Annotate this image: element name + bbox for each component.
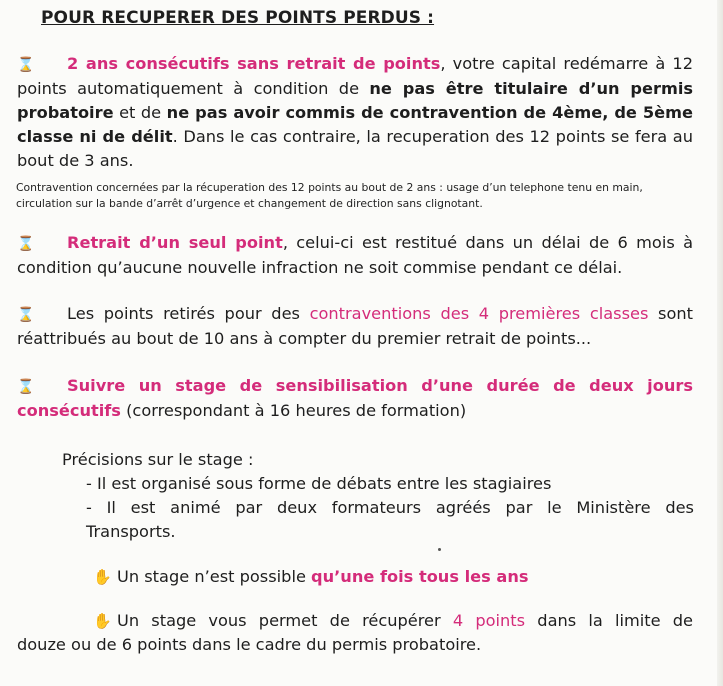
hourglass-icon: ⌛ — [17, 379, 35, 395]
s1-line4 — [17, 125, 693, 149]
hourglass-icon: ⌛ — [17, 307, 35, 323]
s2-line2: condition qu’aucune nouvelle infraction ne soit commise pendant ce délai. — [17, 258, 623, 277]
s4-emph2: consécutifs — [17, 401, 121, 420]
s3-text2: sont — [648, 304, 693, 323]
hand-icon: ✋ — [93, 612, 112, 630]
page-title: POUR RECUPERER DES POINTS PERDUS : — [41, 8, 435, 28]
note-line2: circulation sur la bande d’arrêt d’urgence et changement de direction sans clignotant. — [16, 197, 483, 210]
s2-text1: , celui-ci est restitué dans un délai de 6 mois à — [282, 233, 693, 252]
note-line1: Contravention concernées par la récuperation des 12 points au bout de 2 ans : usage d’un telephone tenu en main, — [16, 181, 643, 194]
precisions-heading: Précisions sur le stage : — [62, 450, 254, 469]
page-edge-shadow — [717, 0, 723, 686]
hand2-text1: Un stage vous permet de récupérer — [117, 611, 453, 630]
section-four-classes — [17, 302, 693, 351]
hand-note-2 — [17, 609, 693, 657]
speck — [438, 548, 441, 551]
s1-bold1: ne pas être titulaire d’un permis — [369, 79, 693, 98]
s4-line2 — [17, 399, 693, 423]
hourglass-icon: ⌛ — [17, 57, 35, 73]
precisions-item2a: - Il est animé par deux formateurs agréés par le Ministère des — [86, 498, 694, 517]
hand1-emph: qu’une fois tous les ans — [311, 567, 529, 586]
s1-bold4: classe ni de délit — [17, 127, 173, 146]
s2-emph: Retrait d’un seul point — [67, 233, 283, 252]
s4-text1: (correspondant à 16 heures de formation) — [120, 401, 467, 420]
section-stage — [17, 374, 693, 423]
precisions-block — [62, 448, 694, 544]
s1-bold3: ne pas avoir commis de contravention de 4ème, de 5ème — [166, 103, 694, 122]
hand2-line1 — [17, 609, 693, 633]
s1-text2: points automatiquement à condition de — [17, 79, 370, 98]
s4-line1 — [17, 374, 693, 399]
s3-line2: réattribués au bout de 10 ans à compter du premier retrait de points... — [17, 329, 592, 348]
hourglass-icon: ⌛ — [17, 236, 35, 252]
hand1-text1: Un stage n’est possible — [117, 567, 312, 586]
s3-text1: Les points retirés pour des — [67, 304, 310, 323]
hand2-emph: 4 points — [452, 611, 526, 630]
s3-emph: contraventions des 4 premières classes — [309, 304, 649, 323]
note-block — [16, 180, 706, 212]
s1-bold2: probatoire — [17, 103, 114, 122]
s2-line1 — [17, 231, 693, 256]
precisions-item2b: Transports. — [86, 522, 176, 541]
s1-text1: , votre capital redémarre à 12 — [440, 54, 693, 73]
hand-note-1 — [93, 565, 693, 589]
hand-icon: ✋ — [93, 568, 112, 586]
precisions-item1: - Il est organisé sous forme de débats entre les stagiaires — [86, 474, 552, 493]
section-single-point — [17, 231, 693, 280]
s1-emph: 2 ans consécutifs sans retrait de points — [67, 54, 441, 73]
hand2-text2: dans la limite de — [525, 611, 693, 630]
s1-line3 — [17, 101, 693, 125]
s4-emph1: Suivre un stage de sensibilisation d’une durée de deux jours — [67, 376, 693, 395]
hand1-line — [93, 565, 693, 589]
hand2-line2: douze ou de 6 points dans le cadre du permis probatoire. — [17, 635, 482, 654]
s3-line1 — [17, 302, 693, 327]
s1-line2 — [17, 77, 693, 101]
s1-line5: bout de 3 ans. — [17, 151, 134, 170]
s1-text4: . Dans le cas contraire, la recuperation des 12 points se fera au — [172, 127, 693, 146]
s1-line1 — [17, 52, 693, 77]
s1-text3: et de — [113, 103, 167, 122]
section-two-years — [17, 52, 693, 173]
